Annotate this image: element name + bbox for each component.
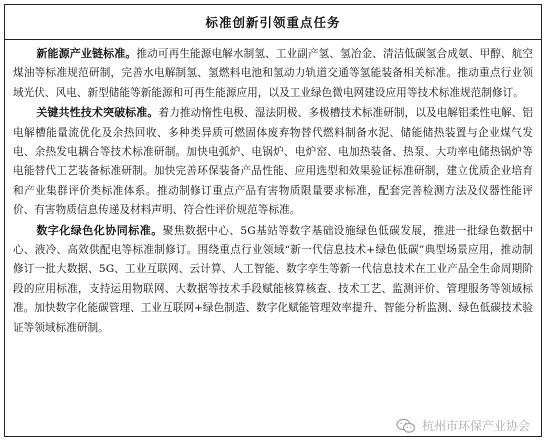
box-content [5,40,541,338]
paragraph-body: 推动可再生能源电解水制氢、工业副产氢、氢冶金、清洁低碳氢合成氨、甲醇、航空煤油等标准规范研制，完善水电解制氢、氢燃料电池和氢动力轨道交通等氢能装备相关标准。推动重点行业领域光伏、风电、新型储能等新能源和可再生能源应用，以及工业绿色微电网建设应用等技术标准规范制修订。 [13,48,533,99]
paragraph-heading: 数字化绿色化协同标准。 [36,223,163,237]
task-box [4,4,542,437]
watermark [392,416,534,435]
paragraph-heading: 关键共性技术突破标准。 [36,106,159,120]
wechat-icon [396,418,416,434]
paragraph-body: 聚焦数据中心、5G基站等数字基础设施绿色低碳发展，推进一批绿色数据中心、液冷、高效供配电等标准制修订。围绕重点行业领域“新一代信息技术+绿色低碳”典型场景应用，推动制修订一批大数据、5G、工业互联网、云计算、人工智能、数字孪生等新一代信息技术在工业产品全生命周期阶段的应用标准，支持运用物联网、大数据等技术手段赋能核算核查、技术工艺、监测评价、管理服务等领域标准。加快数字化能碳管理、工业互联网+绿色制造、数字化赋能管理效率提升、智能分析监测、绿色低碳技术验证等领域标准研制。 [13,224,533,334]
box-title: 标准创新引领重点任务 [5,5,541,40]
paragraph-digital-green [13,221,533,338]
paragraph-new-energy [13,44,533,103]
paragraph-heading: 新能源产业链标准。 [36,47,137,60]
paragraph-body: 着力推动惰性电极、湿法阴极、多极槽技术标准研制，以及电解铝柔性电解、铝电解槽能量流优化及余热回收、多种类异质可燃固体废弃物替代燃料制备水泥、储能储热装置与企业煤气发电、余热发电耦合等技术标准研制。加快电弧炉、电锅炉、电炉窑、电加热装备、热泵、大功率电储热锅炉等电能替代工艺装备标准研制。加快完善环保装备产品性能、应用选型和效果验证标准研制，建立优质企业培育和产业集群评价类标准体系。推动制修订重点产品有害物质限量要求标准，配套完善检测方法及仪器性能评价、有害物质信息传递及材料声明、符合性评价规范等标准。 [13,107,533,217]
paragraph-key-tech [13,103,533,220]
watermark-text: 杭州市环保产业协会 [421,419,530,433]
